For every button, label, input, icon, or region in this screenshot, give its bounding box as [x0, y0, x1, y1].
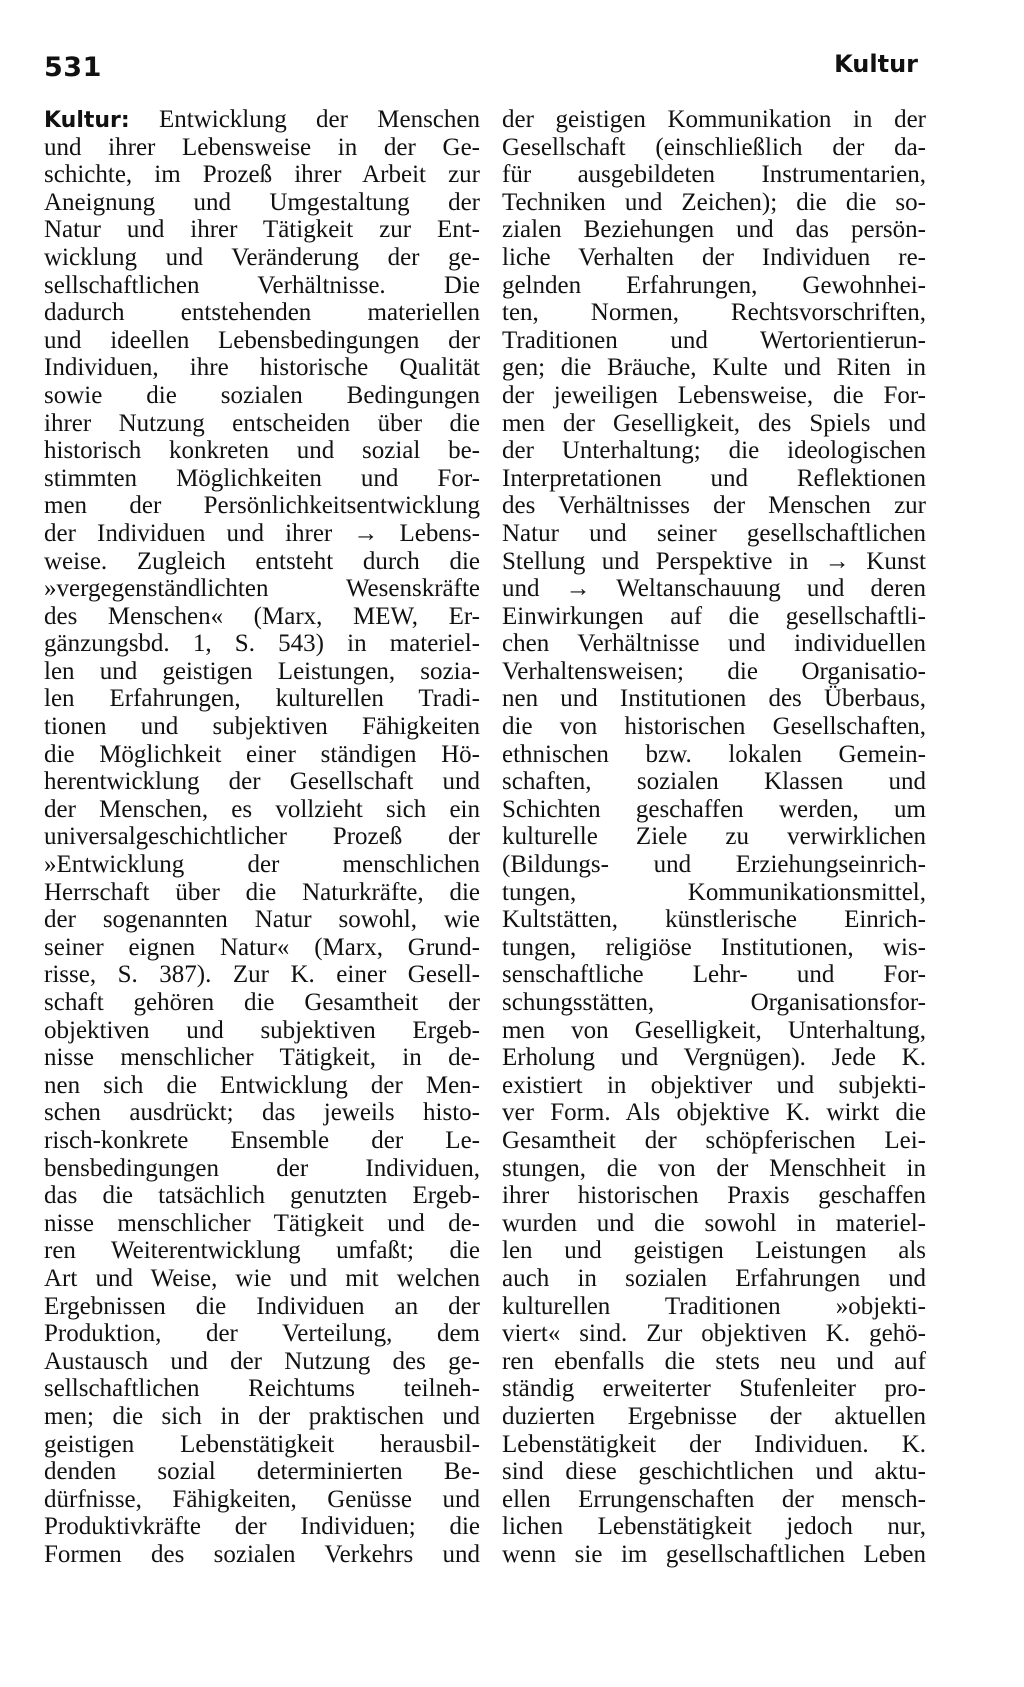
- text-line: das die tatsächlich genutzten Ergeb-: [44, 1182, 480, 1210]
- text-line: nen sich die Entwicklung der Men-: [44, 1071, 480, 1099]
- text-line: wicklung und Veränderung der ge-: [44, 243, 480, 271]
- text-line: existiert in objektiver und subjekti-: [502, 1071, 926, 1099]
- text-line: die von historischen Gesellschaften,: [502, 713, 926, 741]
- text-line: Austausch und der Nutzung des ge-: [44, 1347, 480, 1375]
- text-line: des Menschen« (Marx, MEW, Er-: [44, 602, 480, 630]
- text-line: risse, S. 387). Zur K. einer Gesell-: [44, 961, 480, 989]
- text-line: schichte, im Prozeß ihrer Arbeit zur: [44, 161, 480, 189]
- text-line: men der Geselligkeit, des Spiels und: [502, 409, 926, 437]
- text-line: schaft gehören die Gesamtheit der: [44, 989, 480, 1016]
- text-line: men der Persönlichkeitsentwicklung: [44, 492, 480, 520]
- text-line: liche Verhalten der Individuen re-: [502, 243, 926, 271]
- text-line: für ausgebildeten Instrumentarien,: [502, 161, 926, 189]
- text-line: der geistigen Kommunikation in der: [502, 106, 926, 133]
- text-line: dadurch entstehenden materiellen: [44, 299, 480, 327]
- text-line: gelnden Erfahrungen, Gewohnhei-: [502, 271, 926, 299]
- text-line: der Unterhaltung; die ideologischen: [502, 437, 926, 465]
- text-line: universalgeschichtlicher Prozeß der: [44, 823, 480, 851]
- right-column: [502, 106, 926, 1568]
- text-line: ellen Errungenschaften der mensch-: [502, 1485, 926, 1513]
- text-line: der jeweiligen Lebensweise, die For-: [502, 381, 926, 409]
- text-line: sind diese geschichtlichen und aktu-: [502, 1458, 926, 1486]
- text-line: len und geistigen Leistungen als: [502, 1237, 926, 1265]
- text-line: wurden und die sowohl in materiel-: [502, 1209, 926, 1237]
- text-line: »Entwicklung der menschlichen: [44, 851, 480, 879]
- running-head: Kultur: [834, 50, 918, 78]
- text-line: die Möglichkeit einer ständigen Hö-: [44, 740, 480, 768]
- page-number: 531: [44, 52, 102, 83]
- text-line: und → Weltanschauung und deren: [502, 575, 926, 603]
- text-line: geistigen Lebenstätigkeit herausbil-: [44, 1430, 480, 1458]
- text-line: ver Form. Als objektive K. wirkt die: [502, 1099, 926, 1127]
- text-line: der Menschen, es vollzieht sich ein: [44, 795, 480, 823]
- text-line: nen und Institutionen des Überbaus,: [502, 685, 926, 713]
- text-line: Produktion, der Verteilung, dem: [44, 1320, 480, 1348]
- text-line: len Erfahrungen, kulturellen Tradi-: [44, 685, 480, 713]
- text-line: Stellung und Perspektive in → Kunst: [502, 547, 926, 575]
- text-line: nisse menschlicher Tätigkeit und de-: [44, 1209, 480, 1237]
- entry-keyword: Kultur:: [44, 108, 130, 133]
- text-line: Verhaltensweisen; die Organisatio-: [502, 657, 926, 685]
- text-line: ihrer Nutzung entscheiden über die: [44, 409, 480, 437]
- text-line: risch-konkrete Ensemble der Le-: [44, 1126, 480, 1154]
- text-line: lichen Lebenstätigkeit jedoch nur,: [502, 1513, 926, 1541]
- text-line: und ideellen Lebensbedingungen der: [44, 326, 480, 354]
- text-line: Aneignung und Umgestaltung der: [44, 188, 480, 216]
- text-line: sowie die sozialen Bedingungen: [44, 381, 480, 409]
- text-line: des Verhältnisses der Menschen zur: [502, 492, 926, 520]
- text-line: der sogenannten Natur sowohl, wie: [44, 906, 480, 934]
- text-line: »vergegenständlichten Wesenskräfte: [44, 575, 480, 603]
- text-line: Kultstätten, künstlerische Einrich-: [502, 906, 926, 934]
- text-line: schen ausdrückt; das jeweils histo-: [44, 1099, 480, 1127]
- text-line: Gesellschaft (einschließlich der da-: [502, 133, 926, 161]
- text-line: Schichten geschaffen werden, um: [502, 795, 926, 823]
- text-line: tungen, Kommunikationsmittel,: [502, 878, 926, 906]
- text-line: und ihrer Lebensweise in der Ge-: [44, 133, 480, 161]
- text-line: Produktivkräfte der Individuen; die: [44, 1513, 480, 1541]
- text-line: tungen, religiöse Institutionen, wis-: [502, 933, 926, 961]
- text-line: Erholung und Vergnügen). Jede K.: [502, 1044, 926, 1072]
- text-line: historisch konkreten und sozial be-: [44, 437, 480, 465]
- text-line: der Individuen und ihrer → Lebens-: [44, 519, 480, 547]
- text-line: ethnischen bzw. lokalen Gemein-: [502, 740, 926, 768]
- text-line: sellschaftlichen Reichtums teilneh-: [44, 1375, 480, 1403]
- text-line: zialen Beziehungen und das persön-: [502, 216, 926, 244]
- text-line: Art und Weise, wie und mit welchen: [44, 1264, 480, 1292]
- text-line: schaften, sozialen Klassen und: [502, 768, 926, 796]
- text-line: Formen des sozialen Verkehrs und: [44, 1540, 480, 1568]
- text-line: seiner eignen Natur« (Marx, Grund-: [44, 933, 480, 961]
- text-line: kulturelle Ziele zu verwirklichen: [502, 823, 926, 851]
- text-line: schungsstätten, Organisationsfor-: [502, 989, 926, 1016]
- text-line: ihrer historischen Praxis geschaffen: [502, 1182, 926, 1210]
- text-line: kulturellen Traditionen »objekti-: [502, 1292, 926, 1320]
- text-line: weise. Zugleich entsteht durch die: [44, 547, 480, 575]
- text-line: men von Geselligkeit, Unterhaltung,: [502, 1016, 926, 1044]
- text-line: Ergebnissen die Individuen an der: [44, 1292, 480, 1320]
- text-line: objektiven und subjektiven Ergeb-: [44, 1016, 480, 1044]
- text-line: auch in sozialen Erfahrungen und: [502, 1264, 926, 1292]
- left-column: [44, 106, 480, 1568]
- text-line: chen Verhältnisse und individuellen: [502, 630, 926, 658]
- text-line: viert« sind. Zur objektiven K. gehö-: [502, 1320, 926, 1348]
- text-line: [44, 106, 480, 134]
- text-line: stimmten Möglichkeiten und For-: [44, 464, 480, 492]
- text-line: ständig erweiterter Stufenleiter pro-: [502, 1375, 926, 1403]
- text-line: Interpretationen und Reflektionen: [502, 464, 926, 492]
- text-line: Natur und seiner gesellschaftlichen: [502, 519, 926, 547]
- text-line: denden sozial determinierten Be-: [44, 1458, 480, 1486]
- text-line: gänzungsbd. 1, S. 543) in materiel-: [44, 630, 480, 658]
- text-line: duzierten Ergebnisse der aktuellen: [502, 1402, 926, 1430]
- text-line: ren Weiterentwicklung umfaßt; die: [44, 1237, 480, 1265]
- text-line: dürfnisse, Fähigkeiten, Genüsse und: [44, 1485, 480, 1513]
- text-line: Lebenstätigkeit der Individuen. K.: [502, 1430, 926, 1458]
- text-line: stungen, die von der Menschheit in: [502, 1154, 926, 1182]
- text-line: gen; die Bräuche, Kulte und Riten in: [502, 354, 926, 382]
- text-line: Einwirkungen auf die gesellschaftli-: [502, 602, 926, 630]
- text-line: sellschaftlichen Verhältnisse. Die: [44, 271, 480, 299]
- text-line: ren ebenfalls die stets neu und auf: [502, 1347, 926, 1375]
- text-line: len und geistigen Leistungen, sozia-: [44, 657, 480, 685]
- line-text: Entwicklung der Menschen: [129, 106, 480, 133]
- text-line: senschaftliche Lehr- und For-: [502, 961, 926, 989]
- text-line: Natur und ihrer Tätigkeit zur Ent-: [44, 216, 480, 244]
- text-line: (Bildungs- und Erziehungseinrich-: [502, 851, 926, 879]
- text-line: Gesamtheit der schöpferischen Lei-: [502, 1126, 926, 1154]
- text-line: herentwicklung der Gesellschaft und: [44, 768, 480, 796]
- text-line: Techniken und Zeichen); die die so-: [502, 188, 926, 216]
- text-line: wenn sie im gesellschaftlichen Leben: [502, 1540, 926, 1568]
- text-line: Individuen, ihre historische Qualität: [44, 354, 480, 382]
- text-line: ten, Normen, Rechtsvorschriften,: [502, 299, 926, 327]
- text-line: nisse menschlicher Tätigkeit, in de-: [44, 1044, 480, 1072]
- text-line: men; die sich in der praktischen und: [44, 1402, 480, 1430]
- text-line: bensbedingungen der Individuen,: [44, 1154, 480, 1182]
- text-line: Herrschaft über die Naturkräfte, die: [44, 878, 480, 906]
- text-line: Traditionen und Wertorientierun-: [502, 326, 926, 354]
- text-line: tionen und subjektiven Fähigkeiten: [44, 713, 480, 741]
